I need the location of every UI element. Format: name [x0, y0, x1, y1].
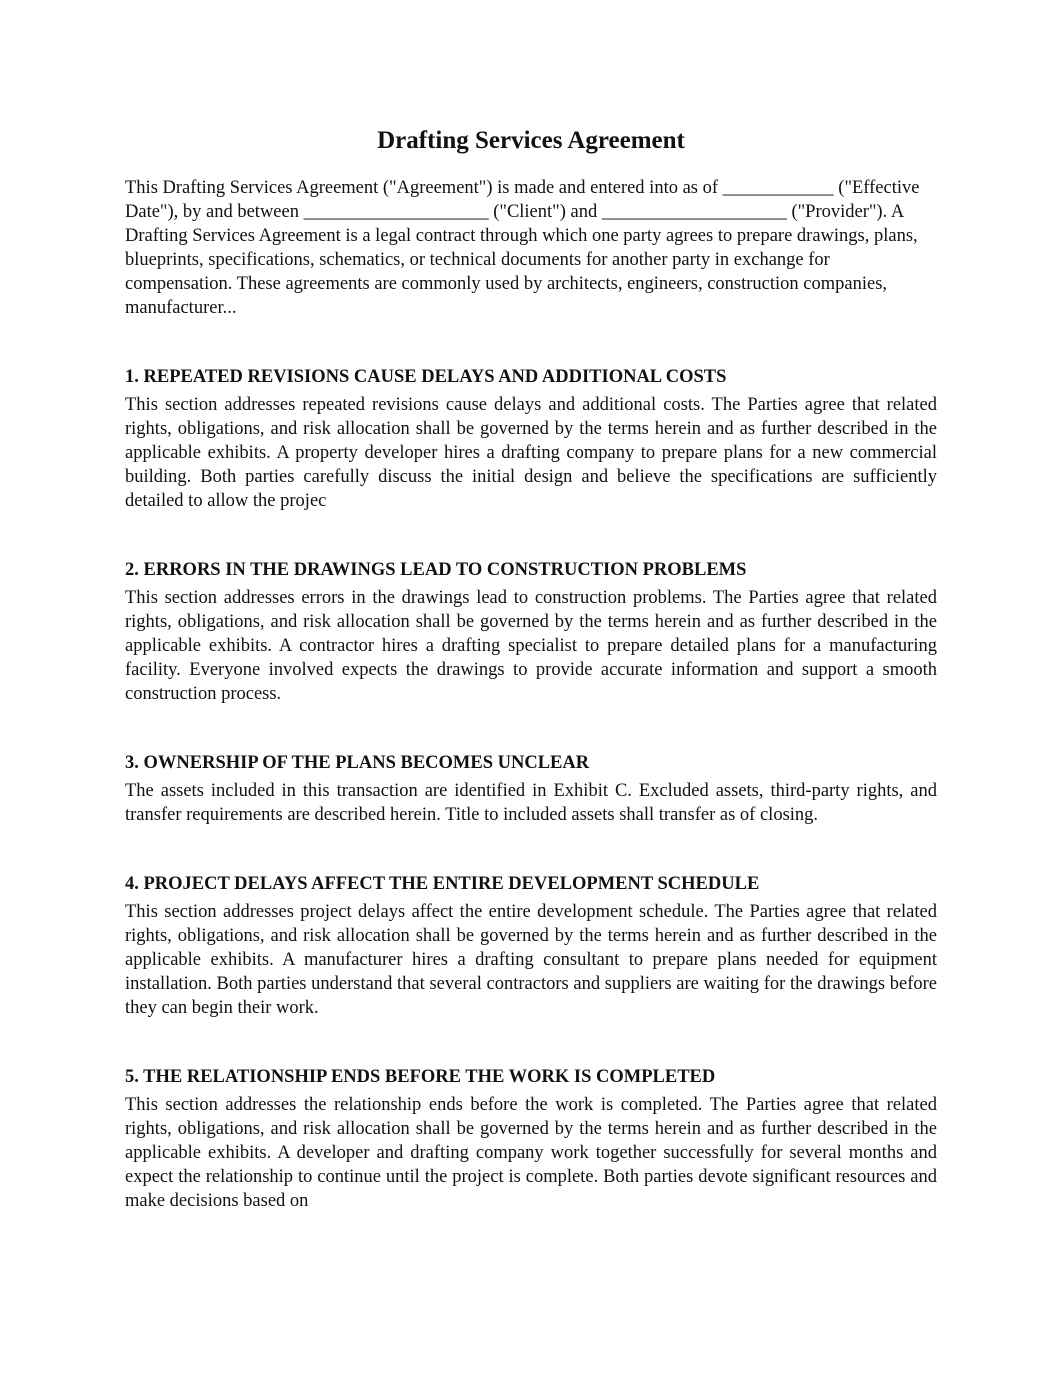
- section-body: The assets included in this transaction are identified in Exhibit C. Excluded assets, third-party rights, and transfer requirements are described herein. Title to included assets shall transfer as of closing.: [125, 781, 937, 825]
- section-2: [125, 558, 937, 706]
- section-1: [125, 365, 937, 513]
- section-heading: 1. REPEATED REVISIONS CAUSE DELAYS AND ADDITIONAL COSTS: [125, 367, 727, 387]
- section-body: This section addresses errors in the drawings lead to construction problems. The Parties agree that related rights, obligations, and risk allocation shall be governed by the terms herein and as further described in the applicable exhibits. A contractor hires a drafting specialist to prepare detailed plans for a manufacturing facility. Everyone involved expects the drawings to provide accurate information and support a smooth construction process.: [125, 588, 937, 704]
- section-heading: 3. OWNERSHIP OF THE PLANS BECOMES UNCLEAR: [125, 753, 590, 773]
- section-body: This section addresses project delays affect the entire development schedule. The Parties agree that related rights, obligations, and risk allocation shall be governed by the terms herein and as further described in the applicable exhibits. A manufacturer hires a drafting consultant to prepare plans needed for equipment installation. Both parties understand that several contractors and suppliers are waiting for the drawings before they can begin their work.: [125, 902, 937, 1018]
- intro-paragraph: This Drafting Services Agreement ("Agreement") is made and entered into as of ____________ ("Effective Date"), by and between ____________________ ("Client") and ____________________ ("Provider"). A Drafting Services Agreement is a legal contract through which one party agrees to prepare drawings, plans, blueprints, specifications, schematics, or technical documents for another party in exchange for compensation. These agreements are commonly used by architects, engineers, construction companies, manufacturer...: [125, 178, 920, 318]
- section-body: This section addresses the relationship ends before the work is completed. The Parties agree that related rights, obligations, and risk allocation shall be governed by the terms herein and as further described in the applicable exhibits. A developer and drafting company work together successfully for several months and expect the relationship to continue until the project is complete. Both parties devote significant resources and make decisions based on: [125, 1095, 937, 1211]
- document-title: Drafting Services Agreement: [377, 127, 685, 154]
- document-content: [125, 122, 937, 1213]
- section-3: [125, 751, 937, 827]
- section-body: This section addresses repeated revisions cause delays and additional costs. The Parties agree that related rights, obligations, and risk allocation shall be governed by the terms herein and as further described in the applicable exhibits. A property developer hires a drafting company to prepare plans for a new commercial building. Both parties carefully discuss the initial design and believe the specifications are sufficiently detailed to allow the projec: [125, 395, 937, 511]
- section-heading: 4. PROJECT DELAYS AFFECT THE ENTIRE DEVELOPMENT SCHEDULE: [125, 874, 760, 894]
- section-4: [125, 872, 937, 1020]
- section-heading: 2. ERRORS IN THE DRAWINGS LEAD TO CONSTRUCTION PROBLEMS: [125, 560, 747, 580]
- section-heading: 5. THE RELATIONSHIP ENDS BEFORE THE WORK IS COMPLETED: [125, 1067, 716, 1087]
- section-5: [125, 1065, 937, 1213]
